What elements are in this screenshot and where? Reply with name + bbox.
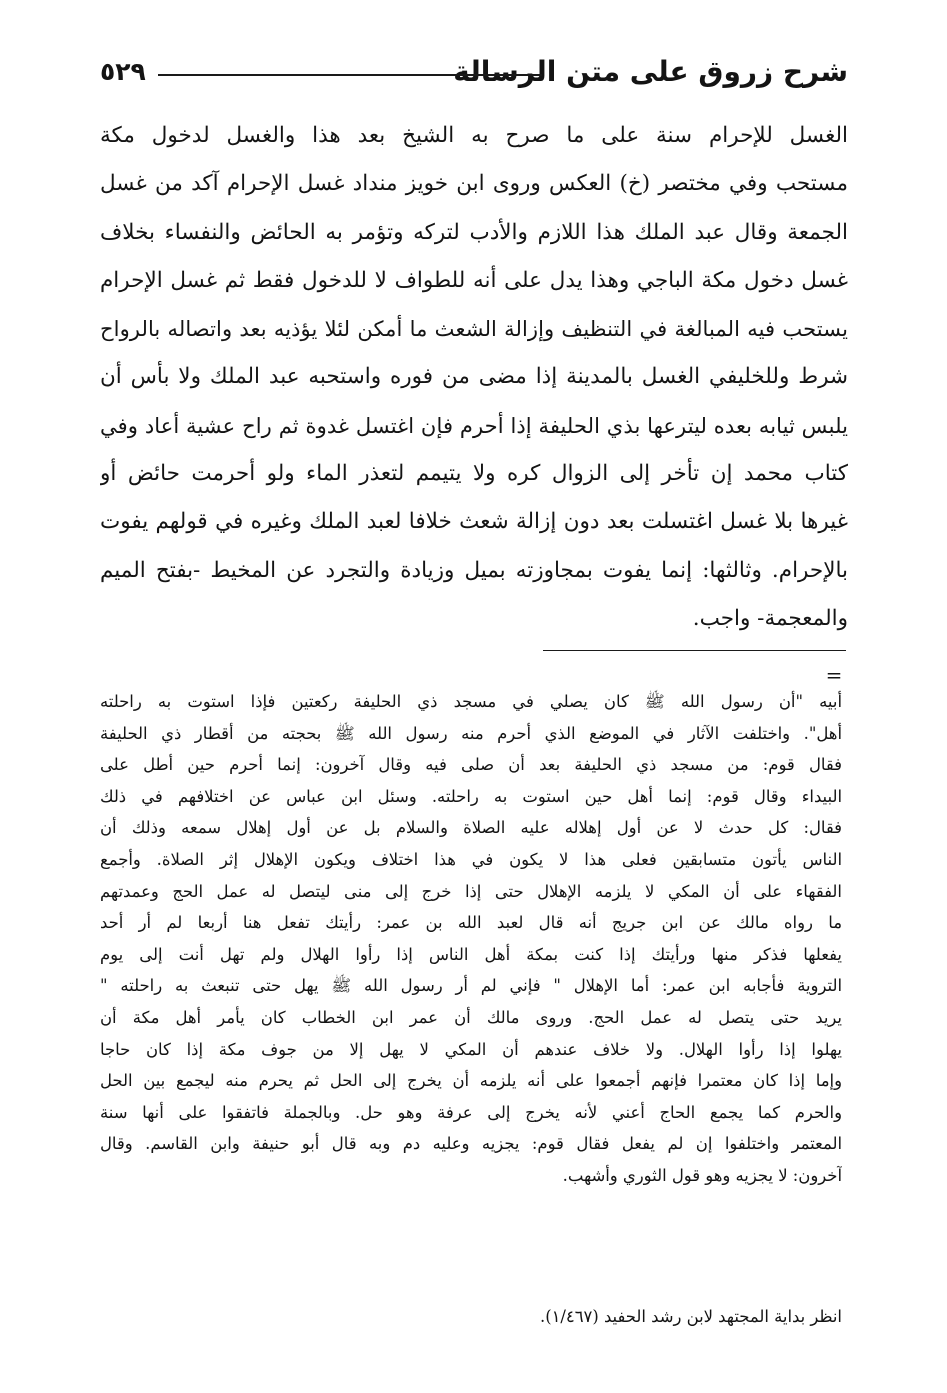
footnote-line: آخرون: لا يجزيه وهو قول الثوري وأشهب. <box>562 1165 842 1185</box>
footnote-line: ما رواه مالك عن ابن جريج أنه قال لعبد الله بن عمر: رأيتك تفعل هنا أربعا لم أر أحد <box>100 913 842 933</box>
footnote-line: وإما إذا كان معتمرا فإنهم أجمعوا على أنه يلزمه أن يخرج إلى الحل ثم يحرم منه ليجمع بين الحل <box>100 1071 842 1091</box>
footnote-line: يفعلها فذكر منها ورأيتك إذا كنت بمكة أهل الناس إذا رأوا الهلال ولم تهل أنت إلى يوم <box>100 944 842 964</box>
page-number: ٥٢٩ <box>100 57 146 86</box>
footnote-line: البيداء وقال قوم: إنما أهل حين استوت به راحلته. وسئل ابن عباس عن اختلافهم في ذلك <box>100 786 842 806</box>
text-line: الجمعة وقال عبد الملك هذا اللازم والأدب لتركه وتؤمر به الحائض والنفساء بخلاف <box>100 219 848 245</box>
footnote-line: والحرم كما يجمع الحاج أعني لأنه يخرج إلى عرفة وهو حل. وبالجملة فاتفقوا على أنها سنة <box>100 1102 842 1122</box>
footnote-line: يريد حتى يتصل له عمل الحج. وروى مالك أن عمر ابن الخطاب كان يأمر أهل مكة أن <box>100 1007 842 1027</box>
footnote <box>100 686 842 1192</box>
text-line: يلبس ثيابه بعده ليترعها بذي الحليفة إذا أحرم فإن اغتسل غدوة ثم راح عشية أعاد وفي <box>100 412 848 438</box>
text-line: غسل دخول مكة الباجي وهذا يدل على أنه للطواف لا للدخول فقط ثم غسل الإحرام <box>100 267 848 293</box>
footnote-reference: انظر بداية المجتهد لابن رشد الحفيد (١/٤٦٧). <box>539 1307 842 1326</box>
text-line: الغسل للإحرام سنة على ما صرح به الشيخ بعد هذا والغسل لدخول مكة <box>100 123 848 148</box>
text-line: يستحب فيه المبالغة في التنظيف وإزالة الشعث ما أمكن لئلا يؤذيه بعد واتصاله بالرواح <box>100 316 848 342</box>
footnote-line: فقال قوم: من مسجد ذي الحليفة بعد أن صلى فيه وقال آخرون: إنما أحرم حين أطل على <box>100 755 842 775</box>
footnote-line: التروية فأجابه ابن عمر: أما الإهلال " فإني لم أر رسول الله ﷺ يهل حتى تنبعث به راحلته " <box>100 976 842 996</box>
text-line: مستحب وفي مختصر (خ) العكس وروى ابن خويز منداد غسل الإحرام آكد من غسل <box>100 171 848 197</box>
footnote-continuation-mark: = <box>825 663 843 687</box>
text-line: والمعجمة- واجب. <box>692 605 848 631</box>
footnote-line: أبيه "أن رسول الله ﷺ كان يصلي في مسجد ذي الحليفة ركعتين فإذا استوت به راحلته <box>100 692 842 711</box>
footnote-line: يهلوا إذا رأوا الهلال. ولا خلاف عندهم أن المكي لا يهل إلا من جوف مكة إذا كان حاجا <box>100 1039 842 1059</box>
footnote-line: الناس يأتون متسابقين فعلى هذا لا يكون في هذا اختلاف ويكون الإهلال إثر الصلاة. وأجمع <box>100 849 842 869</box>
header-rule <box>158 74 542 76</box>
main-text <box>100 112 848 643</box>
footnote-line: المعتمر واختلفوا إن لم يفعل فقال قوم: يجزيه وعليه دم وبه قال أبو حنيفة وابن القاسم. وقال <box>100 1134 842 1154</box>
footnote-separator <box>543 650 846 651</box>
footnote-line: الفقهاء على أن المكي لا يلزمه الإهلال حتى إذا خرج إلى منى ليتصل له عمل الحج وعمدتهم <box>100 881 842 901</box>
page-header <box>100 52 848 102</box>
text-line: كتاب محمد إن تأخر إلى الزوال كره ولا يتيمم لتعذر الماء ولو أحرمت حائض أو <box>100 461 848 487</box>
footnote-line: أهل". واختلفت الآثار في الموضع الذي أحرم منه رسول الله ﷺ بحجته من أقطار ذي الحليفة <box>100 723 842 743</box>
text-line: غيرها بلا غسل اغتسلت بعد دون إزالة شعث خلافا لعبد الملك وغيره في قولهم يفوت <box>100 509 848 535</box>
text-line: شرط وللخليفي الغسل بالمدينة إذا مضى من فوره واستحبه عبد الملك ولا بأس أن <box>100 364 848 390</box>
text-line: بالإحرام. وثالثها: إنما يفوت بمجاوزته بميل وزيادة والتجرد عن المخيط -بفتح الميم <box>100 557 848 583</box>
footnote-line: فقال: كل حدث لا عن أول إهلاله عليه الصلاة والسلام بل عن أول إهلال سمعه وذلك أن <box>100 818 842 838</box>
running-title: شرح زروق على متن الرسالة <box>453 55 848 88</box>
